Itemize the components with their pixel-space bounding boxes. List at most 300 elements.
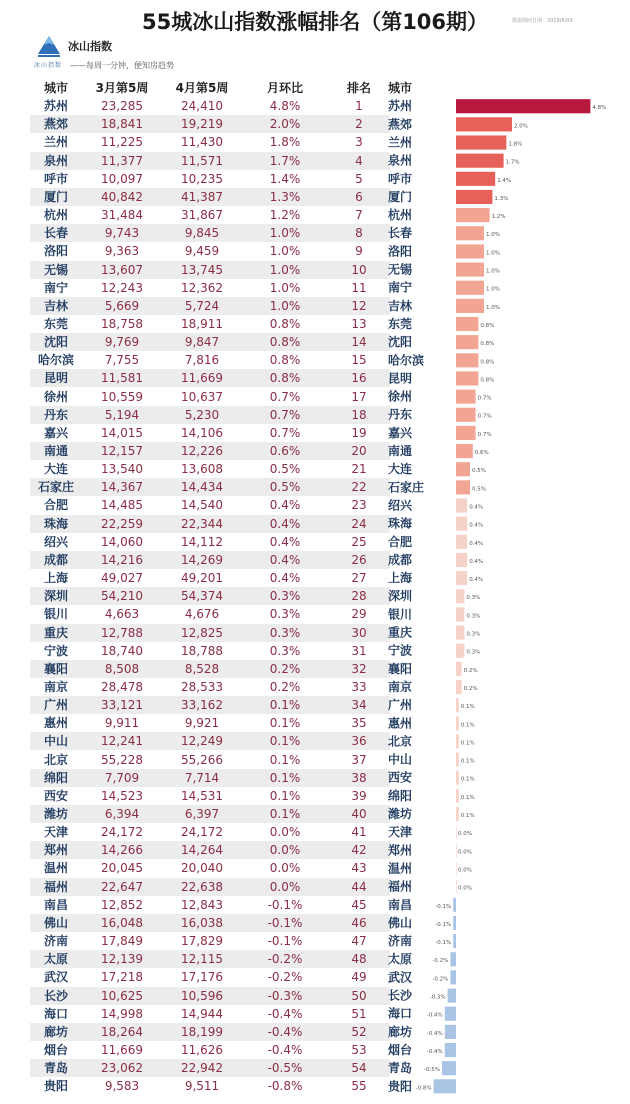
bar (456, 498, 467, 512)
table-row (30, 115, 390, 133)
mom-change-cell: 0.1% (269, 807, 301, 821)
april-value-cell: 11,669 (181, 371, 223, 386)
bar (456, 371, 478, 385)
rank-cell: 6 (355, 189, 363, 204)
rank-cell: 52 (351, 1024, 367, 1039)
category-label: 苏州 (388, 99, 413, 114)
april-value-cell: 22,942 (181, 1061, 223, 1076)
data-label: -0.4% (426, 1012, 443, 1019)
city-cell: 北京 (43, 752, 68, 767)
march-value-cell: 14,998 (101, 1006, 143, 1021)
april-value-cell: 5,230 (184, 407, 220, 422)
bar (456, 480, 470, 494)
mom-change-cell: -0.3% (267, 988, 303, 1003)
city-cell: 郑州 (43, 843, 68, 858)
april-value-cell: 12,226 (181, 444, 223, 458)
bar (442, 1061, 456, 1075)
april-value-cell: 13,745 (181, 262, 223, 277)
mom-change-cell: 0.7% (269, 425, 301, 440)
data-label: 0.4% (469, 504, 484, 511)
bar (456, 299, 484, 313)
city-cell: 燕郊 (43, 117, 68, 132)
april-value-cell: 11,626 (181, 1042, 223, 1057)
mom-change-cell: 0.8% (269, 371, 301, 386)
category-label: 呼市 (388, 171, 413, 186)
rank-cell: 24 (351, 516, 367, 531)
rank-cell: 20 (351, 444, 367, 458)
data-label: 0.1% (460, 776, 475, 783)
bar (456, 135, 506, 149)
city-cell: 南宁 (43, 280, 68, 295)
category-label: 哈尔滨 (388, 353, 425, 368)
bar (456, 843, 457, 857)
bar (456, 190, 492, 204)
category-label: 长春 (388, 226, 413, 241)
mom-change-cell: 1.0% (269, 280, 301, 295)
mom-change-cell: -0.8% (267, 1079, 303, 1094)
city-cell: 青岛 (43, 1061, 68, 1076)
city-cell: 宁波 (43, 643, 68, 658)
march-value-cell: 23,285 (101, 99, 143, 114)
april-value-cell: 31,867 (181, 208, 223, 223)
table-row (30, 97, 390, 115)
march-value-cell: 4,663 (104, 607, 140, 622)
march-value-cell: 7,709 (104, 770, 140, 785)
april-value-cell: 11,571 (181, 153, 223, 168)
data-label: 0.8% (480, 377, 495, 384)
march-value-cell: 10,625 (101, 988, 143, 1003)
rank-cell: 45 (351, 897, 367, 912)
bar (434, 1079, 456, 1093)
city-cell: 济南 (43, 934, 68, 949)
city-cell: 石家庄 (37, 480, 74, 495)
city-cell: 天津 (43, 825, 68, 840)
mom-change-cell: 0.4% (269, 534, 301, 549)
table-row (30, 841, 390, 859)
rank-cell: 50 (351, 988, 367, 1003)
mom-change-cell: 0.3% (269, 625, 301, 640)
mom-change-cell: -0.1% (267, 915, 303, 930)
april-value-cell: 19,219 (181, 117, 223, 132)
bar (456, 263, 484, 277)
table-row (30, 551, 390, 569)
march-value-cell: 9,743 (104, 226, 140, 241)
april-value-cell: 17,829 (181, 934, 223, 949)
table-row (30, 805, 390, 823)
rank-cell: 41 (351, 825, 367, 840)
data-label: 1.3% (494, 195, 509, 202)
april-value-cell: 7,816 (184, 353, 220, 368)
category-label: 中山 (388, 752, 413, 767)
bar (445, 1025, 456, 1039)
march-value-cell: 40,842 (101, 189, 143, 204)
bar (456, 535, 467, 549)
mom-change-cell: 0.1% (269, 698, 301, 713)
april-value-cell: 14,269 (181, 552, 223, 567)
april-value-cell: 22,344 (181, 516, 223, 531)
city-cell: 广州 (43, 698, 68, 713)
category-label: 珠海 (388, 516, 413, 531)
april-value-cell: 24,172 (181, 825, 223, 840)
march-value-cell: 54,210 (101, 589, 143, 604)
april-value-cell: 18,911 (181, 316, 223, 331)
march-value-cell: 8,508 (104, 661, 140, 676)
data-label: 0.8% (480, 359, 495, 366)
table-row (30, 333, 390, 351)
table-row (30, 932, 390, 950)
april-value-cell: 4,676 (184, 607, 220, 622)
march-value-cell: 11,225 (101, 135, 143, 150)
category-label: 广州 (388, 698, 413, 713)
march-value-cell: 12,241 (101, 734, 143, 749)
mom-change-cell: 0.8% (269, 335, 301, 350)
city-cell: 深圳 (43, 589, 68, 604)
table-row (30, 732, 390, 750)
data-label: 1.7% (505, 159, 520, 166)
mom-change-cell: 0.1% (269, 788, 301, 803)
mom-change-cell: 1.0% (269, 262, 301, 277)
march-value-cell: 9,911 (104, 716, 140, 731)
category-label: 潍坊 (388, 807, 413, 821)
data-label: 1.0% (486, 286, 500, 293)
column-header: 月环比 (266, 81, 303, 95)
city-cell: 贵阳 (43, 1079, 68, 1094)
category-label: 重庆 (388, 625, 413, 640)
city-cell: 昆明 (43, 371, 68, 386)
city-cell: 南昌 (43, 897, 68, 912)
brand-name: 冰山指数 (68, 40, 112, 53)
rank-cell: 10 (351, 262, 367, 277)
category-label: 嘉兴 (388, 425, 413, 440)
april-value-cell: 14,112 (181, 534, 223, 549)
table-row (30, 987, 390, 1005)
category-label: 燕郊 (388, 117, 413, 132)
data-label: 1.0% (486, 268, 500, 275)
data-label: -0.1% (435, 940, 452, 947)
data-label: 0.4% (469, 540, 484, 547)
city-cell: 海口 (43, 1006, 68, 1021)
mom-change-cell: -0.1% (267, 934, 303, 949)
category-label: 青岛 (388, 1061, 413, 1076)
april-value-cell: 9,847 (184, 335, 220, 350)
data-label: 0.3% (466, 613, 481, 620)
march-value-cell: 18,740 (101, 643, 143, 658)
rank-cell: 12 (351, 298, 367, 313)
rank-cell: 43 (351, 861, 367, 876)
rank-cell: 29 (351, 607, 367, 622)
table-row (30, 442, 390, 460)
mom-change-cell: 0.0% (269, 861, 301, 876)
data-label: -0.1% (435, 921, 452, 928)
march-value-cell: 14,367 (101, 480, 143, 495)
category-label: 大连 (388, 462, 413, 477)
mom-change-cell: 0.7% (269, 389, 301, 404)
mom-change-cell: 0.0% (269, 843, 301, 858)
category-label: 佛山 (388, 915, 413, 930)
city-cell: 重庆 (43, 625, 68, 640)
category-label: 丹东 (388, 407, 413, 422)
rank-cell: 23 (351, 498, 367, 513)
mom-change-cell: 1.0% (269, 226, 301, 241)
rank-cell: 47 (351, 934, 367, 949)
table-row (30, 533, 390, 551)
bar (456, 771, 459, 785)
data-label: 0.3% (466, 595, 481, 602)
bar (456, 825, 457, 839)
logo-caption: 冰山指数 (34, 62, 63, 69)
category-label: 襄阳 (388, 661, 413, 676)
table-header (30, 79, 390, 97)
bar (456, 553, 467, 567)
data-label: -0.8% (415, 1085, 432, 1092)
data-label: 0.0% (458, 831, 472, 838)
category-label: 杭州 (388, 208, 413, 223)
slogan: ——每周一分钟，便知房趋势 (70, 61, 174, 70)
bar (456, 353, 478, 367)
data-label: 0.1% (460, 704, 475, 711)
march-value-cell: 10,559 (101, 389, 143, 404)
rank-cell: 54 (351, 1061, 367, 1076)
mom-change-cell: 1.0% (269, 298, 301, 313)
april-value-cell: 12,249 (181, 734, 223, 749)
mom-change-cell: 0.1% (269, 716, 301, 731)
mom-change-cell: -0.2% (267, 970, 303, 985)
table-row (30, 406, 390, 424)
march-value-cell: 12,788 (101, 625, 143, 640)
city-cell: 惠州 (43, 716, 68, 731)
april-value-cell: 17,176 (181, 970, 223, 985)
category-label: 沈阳 (388, 335, 413, 350)
table-row (30, 714, 390, 732)
table-row (30, 859, 390, 877)
data-label: 0.1% (460, 813, 475, 819)
bar (456, 517, 467, 531)
category-label: 武汉 (388, 970, 413, 985)
april-value-cell: 41,387 (181, 189, 223, 204)
april-value-cell: 16,038 (181, 915, 223, 930)
table-row (30, 624, 390, 642)
bar (456, 154, 504, 168)
category-label: 温州 (388, 861, 413, 876)
table-row (30, 896, 390, 914)
march-value-cell: 5,194 (104, 407, 140, 422)
mom-change-cell: -0.4% (267, 1042, 303, 1057)
rank-cell: 51 (351, 1006, 367, 1021)
data-label: -0.2% (432, 958, 449, 965)
mom-change-cell: 0.4% (269, 571, 301, 586)
table-row (30, 696, 390, 714)
rank-cell: 32 (351, 661, 367, 676)
bar (456, 244, 484, 258)
march-value-cell: 20,045 (101, 861, 143, 876)
rank-cell: 48 (351, 952, 367, 967)
mom-change-cell: 0.4% (269, 552, 301, 567)
city-cell: 苏州 (43, 99, 68, 114)
category-label: 绍兴 (388, 498, 413, 513)
bar (456, 390, 476, 404)
april-value-cell: 9,511 (184, 1079, 220, 1094)
city-cell: 绍兴 (43, 534, 68, 549)
city-cell: 丹东 (43, 407, 68, 422)
city-cell: 烟台 (43, 1042, 68, 1057)
data-label: 0.7% (477, 431, 492, 438)
march-value-cell: 23,062 (101, 1061, 143, 1076)
data-label: 0.0% (458, 885, 472, 892)
mom-change-cell: 2.0% (269, 117, 301, 132)
bar (445, 1007, 456, 1021)
data-label: 0.7% (477, 395, 492, 402)
bar (456, 861, 457, 875)
april-value-cell: 33,162 (181, 698, 223, 713)
data-label: 0.2% (463, 685, 478, 692)
bar (456, 117, 512, 131)
category-label: 西安 (388, 770, 413, 785)
bar (456, 607, 464, 621)
mom-change-cell: 0.3% (269, 607, 301, 622)
city-cell: 东莞 (43, 316, 68, 331)
table-row (30, 369, 390, 387)
category-label: 银川 (388, 607, 413, 622)
bar (456, 226, 484, 240)
category-label: 长沙 (388, 988, 413, 1003)
column-header: 4月第5周 (175, 81, 229, 95)
table-row (30, 1023, 390, 1041)
data-label: 1.0% (486, 250, 500, 257)
bar (456, 408, 476, 422)
data-label: 0.3% (466, 631, 481, 638)
data-label: 0.0% (458, 849, 472, 856)
table-row (30, 751, 390, 769)
data-label: 2.0% (514, 123, 528, 130)
data-label: 1.8% (508, 141, 523, 148)
city-cell: 合肥 (43, 498, 68, 513)
rank-cell: 44 (351, 879, 367, 894)
data-label: 0.0% (458, 867, 472, 874)
category-label: 福州 (388, 879, 413, 894)
march-value-cell: 14,015 (101, 425, 143, 440)
rank-cell: 3 (355, 135, 363, 150)
march-value-cell: 11,377 (101, 153, 143, 168)
table-row (30, 242, 390, 260)
march-value-cell: 17,218 (101, 970, 143, 985)
table-row (30, 569, 390, 587)
march-value-cell: 14,216 (101, 552, 143, 567)
chart-category-header: 城市 (388, 81, 413, 95)
bar (456, 662, 462, 676)
march-value-cell: 22,259 (101, 516, 143, 531)
mom-change-cell: 1.0% (269, 244, 301, 259)
rank-cell: 39 (351, 788, 367, 803)
march-value-cell: 16,048 (101, 915, 143, 930)
rank-cell: 9 (355, 244, 363, 259)
bar (456, 680, 462, 694)
table-row (30, 460, 390, 478)
mom-change-cell: 0.1% (269, 734, 301, 749)
data-label: 0.8% (480, 341, 495, 348)
april-value-cell: 12,362 (181, 280, 223, 295)
data-label: 0.1% (460, 722, 475, 729)
march-value-cell: 10,097 (101, 171, 143, 186)
city-cell: 武汉 (43, 970, 68, 985)
table-row (30, 950, 390, 968)
table-row (30, 351, 390, 369)
table-row (30, 1059, 390, 1077)
bar (456, 462, 470, 476)
april-value-cell: 49,201 (181, 571, 223, 586)
rank-cell: 31 (351, 643, 367, 658)
april-value-cell: 6,397 (184, 807, 220, 821)
rank-cell: 34 (351, 698, 367, 713)
category-label: 合肥 (388, 534, 413, 549)
rank-cell: 4 (355, 153, 363, 168)
bar (445, 1043, 456, 1057)
data-label: 0.5% (472, 486, 486, 493)
mom-change-cell: 0.5% (269, 480, 301, 495)
city-cell: 佛山 (43, 915, 68, 930)
data-label: 0.2% (463, 667, 478, 674)
table-row (30, 642, 390, 660)
category-label: 深圳 (388, 589, 413, 604)
rank-cell: 33 (351, 679, 367, 694)
rank-cell: 27 (351, 571, 367, 586)
april-value-cell: 14,434 (181, 480, 223, 495)
table-row (30, 388, 390, 406)
mom-change-cell: 0.0% (269, 825, 301, 840)
rank-cell: 21 (351, 462, 367, 477)
rank-cell: 53 (351, 1042, 367, 1057)
city-cell: 银川 (43, 607, 68, 622)
april-value-cell: 9,921 (184, 716, 220, 731)
rank-cell: 14 (351, 335, 367, 350)
mom-change-cell: -0.5% (267, 1061, 303, 1076)
april-value-cell: 20,040 (181, 861, 223, 876)
data-label: 0.1% (460, 794, 475, 801)
data-label: 0.8% (480, 322, 495, 329)
rank-cell: 30 (351, 625, 367, 640)
table-row (30, 478, 390, 496)
data-label: 0.6% (474, 450, 489, 456)
bar (456, 753, 459, 767)
bar (456, 880, 457, 894)
iceberg-logo-icon (36, 34, 62, 58)
april-value-cell: 14,540 (181, 498, 223, 513)
mom-change-cell: 0.4% (269, 516, 301, 531)
table-row (30, 133, 390, 151)
data-label: 1.0% (486, 304, 500, 311)
city-cell: 福州 (43, 879, 68, 894)
rank-cell: 2 (355, 117, 363, 132)
data-label: -0.4% (426, 1048, 443, 1055)
category-label: 南京 (388, 679, 413, 694)
table-row (30, 297, 390, 315)
march-value-cell: 14,060 (101, 534, 143, 549)
bar (456, 789, 459, 803)
rank-cell: 17 (351, 389, 367, 404)
march-value-cell: 7,755 (104, 353, 140, 368)
mom-change-cell: 0.3% (269, 589, 301, 604)
april-value-cell: 24,410 (181, 99, 223, 114)
march-value-cell: 9,583 (104, 1079, 140, 1094)
bar (456, 317, 478, 331)
rank-cell: 8 (355, 226, 363, 241)
march-value-cell: 5,669 (104, 298, 140, 313)
city-cell: 杭州 (43, 208, 68, 223)
table-row (30, 152, 390, 170)
april-value-cell: 14,106 (181, 425, 223, 440)
city-cell: 襄阳 (43, 661, 68, 676)
city-cell: 南通 (43, 444, 68, 458)
march-value-cell: 24,172 (101, 825, 143, 840)
